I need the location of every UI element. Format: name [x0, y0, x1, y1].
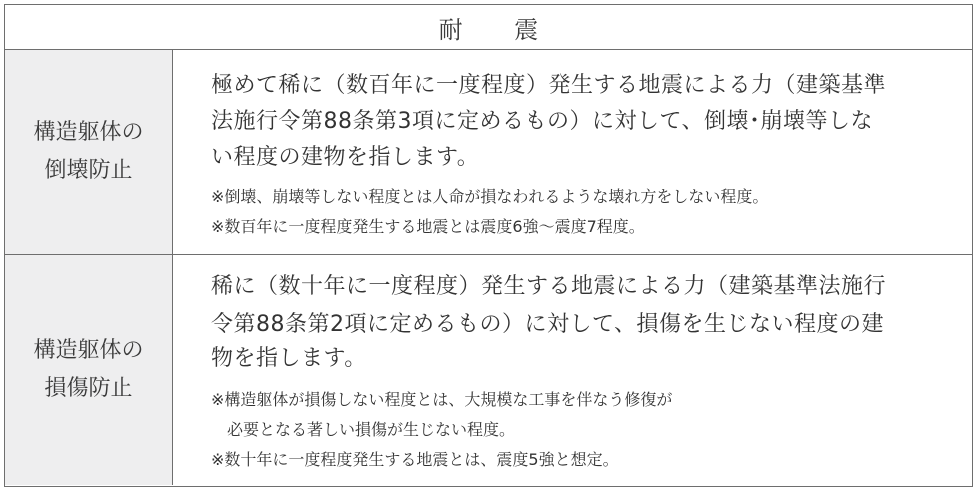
description-line: 稀に（数十年に一度程度）発生する地震による力（建築基準法施行: [211, 274, 887, 299]
row-label-cell: [5, 50, 173, 254]
table-row-damage-prevention: [5, 255, 972, 485]
table-header-title: 耐 震: [5, 5, 972, 50]
note-line: 必要となる著しい損傷が生じない程度。: [211, 420, 516, 439]
note-line: ※構造躯体が損傷しない程度とは、大規模な工事を伴なう修復が: [211, 390, 673, 409]
description-line: 極めて稀に（数百年に一度程度）発生する地震による力（建築基準: [211, 73, 887, 98]
description-line: 物を指します。: [211, 346, 367, 371]
row-content-cell: [173, 50, 972, 254]
note-line: ※数十年に一度程度発生する地震とは、震度5強と想定。: [211, 450, 619, 469]
description-line: い程度の建物を指します。: [211, 145, 480, 170]
note-line: ※数百年に一度程度発生する地震とは震度6強〜震度7程度。: [211, 217, 645, 236]
note-line: ※倒壊、崩壊等しない程度とは人命が損なわれるような壊れ方をしない程度。: [211, 187, 769, 206]
row-content-cell: [173, 255, 972, 485]
row-label-line: 倒壊防止: [44, 158, 133, 183]
earthquake-resistance-table: [4, 4, 973, 487]
row-label-cell: [5, 255, 173, 485]
row-label-line: 構造躯体の: [33, 338, 144, 363]
row-label-line: 損傷防止: [44, 376, 133, 401]
description-line: 令第88条第2項に定めるもの）に対して、損傷を生じない程度の建: [211, 312, 885, 337]
row-label-line: 構造躯体の: [33, 120, 144, 145]
description-line: 法施行令第88条第3項に定めるもの）に対して、倒壊･崩壊等しな: [211, 109, 874, 134]
table-row-collapse-prevention: [5, 50, 972, 255]
